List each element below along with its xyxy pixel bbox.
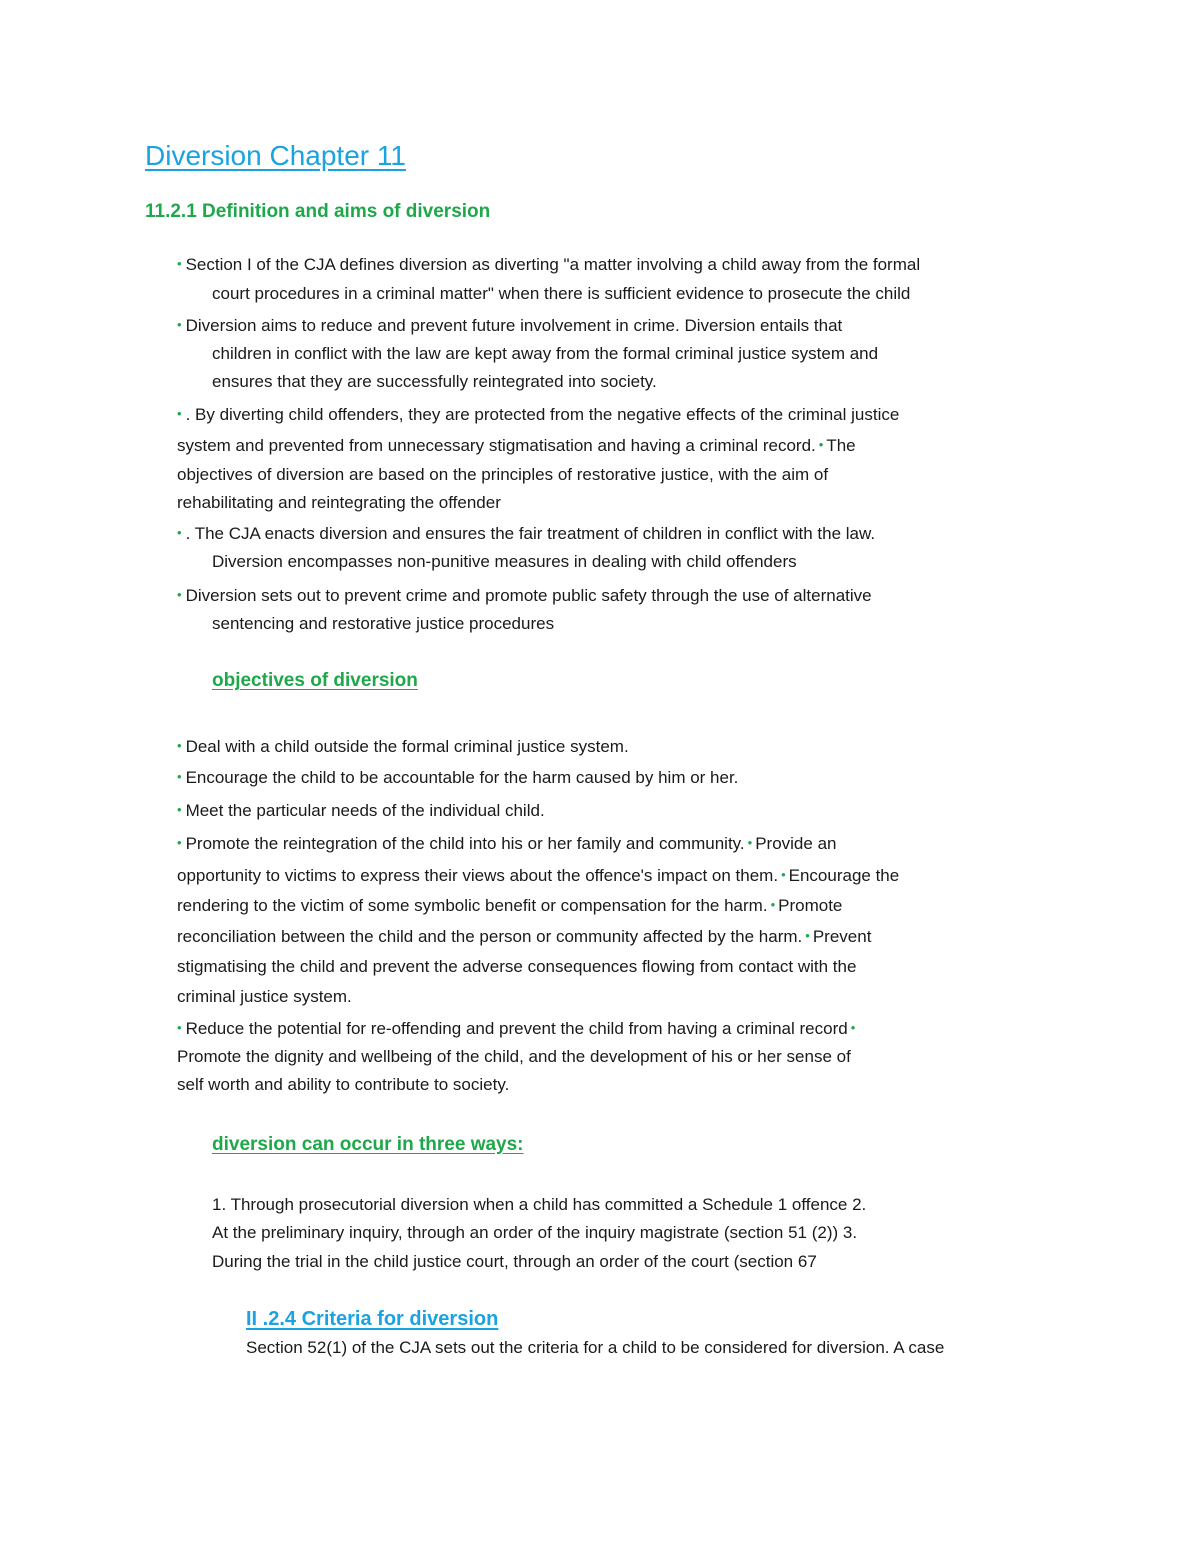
- obj-bullet-2: • Encourage the child to be accountable for the harm caused by him or her.: [177, 768, 739, 787]
- obj-line: rendering to the victim of some symbolic benefit or compensation for the harm. • Promote: [177, 896, 843, 915]
- bullet-icon: •: [805, 928, 810, 943]
- obj-line: Promote the dignity and wellbeing of the child, and the development of his or her sense of: [177, 1047, 851, 1066]
- obj-bullet-1: • Deal with a child outside the formal criminal justice system.: [177, 737, 629, 756]
- obj-line: stigmatising the child and prevent the adverse consequences flowing from contact with the: [177, 957, 857, 976]
- bullet-icon: •: [177, 587, 182, 602]
- objectives-heading: objectives of diversion: [212, 670, 418, 691]
- def-line: objectives of diversion are based on the principles of restorative justice, with the aim of: [177, 465, 829, 484]
- section-heading-definition: 11.2.1 Definition and aims of diversion: [145, 201, 491, 222]
- bullet-icon: •: [177, 802, 182, 817]
- obj-line: opportunity to victims to express their views about the offence's impact on them. • Encourage the: [177, 866, 900, 885]
- obj-line: criminal justice system.: [177, 987, 352, 1006]
- def-line: rehabilitating and reintegrating the offender: [177, 493, 501, 512]
- ways-line: 1. Through prosecutorial diversion when a child has committed a Schedule 1 offence 2.: [212, 1195, 867, 1214]
- bullet-icon: •: [747, 835, 753, 850]
- obj-line: self worth and ability to contribute to society.: [177, 1075, 510, 1094]
- def-line: children in conflict with the law are kept away from the formal criminal justice system and: [212, 344, 879, 363]
- bullet-icon: •: [177, 738, 182, 753]
- bullet-icon: •: [177, 317, 182, 332]
- bullet-icon: •: [177, 835, 182, 850]
- def-line: sentencing and restorative justice procedures: [212, 614, 555, 633]
- def-bullet-2: • Diversion aims to reduce and prevent future involvement in crime. Diversion entails that: [177, 316, 843, 335]
- def-bullet-1: • Section I of the CJA defines diversion as diverting "a matter involving a child away from the formal: [177, 255, 921, 274]
- ways-line: At the preliminary inquiry, through an order of the inquiry magistrate (section 51 (2)) 3.: [212, 1223, 858, 1242]
- criteria-heading: II .2.4 Criteria for diversion: [246, 1308, 499, 1330]
- bullet-icon: •: [177, 769, 182, 784]
- def-line: ensures that they are successfully reintegrated into society.: [212, 372, 657, 391]
- bullet-icon: •: [850, 1020, 856, 1035]
- def-line: Diversion encompasses non-punitive measures in dealing with child offenders: [212, 552, 797, 571]
- bullet-icon: •: [770, 897, 776, 912]
- obj-bullet-5: • Reduce the potential for re-offending and prevent the child from having a criminal record •: [177, 1019, 856, 1038]
- ways-line: During the trial in the child justice court, through an order of the court (section 67: [212, 1252, 817, 1271]
- criteria-line: Section 52(1) of the CJA sets out the criteria for a child to be considered for diversion. A case: [246, 1338, 945, 1357]
- obj-bullet-4: • Promote the reintegration of the child into his or her family and community. • Provide an: [177, 834, 837, 853]
- obj-line: reconciliation between the child and the person or community affected by the harm. • Prevent: [177, 927, 872, 946]
- def-bullet-5: • Diversion sets out to prevent crime and promote public safety through the use of alternative: [177, 586, 872, 605]
- bullet-icon: •: [781, 867, 786, 882]
- def-bullet-4: • . The CJA enacts diversion and ensures the fair treatment of children in conflict with the law.: [177, 524, 876, 543]
- def-bullet-3: • . By diverting child offenders, they are protected from the negative effects of the criminal justice: [177, 405, 900, 424]
- bullet-icon: •: [818, 437, 824, 452]
- bullet-icon: •: [177, 256, 182, 271]
- page-title: Diversion Chapter 11: [145, 140, 406, 171]
- bullet-icon: •: [177, 406, 182, 421]
- bullet-icon: •: [177, 1020, 182, 1035]
- three-ways-heading: diversion can occur in three ways:: [212, 1134, 524, 1155]
- def-line: system and prevented from unnecessary stigmatisation and having a criminal record. • The: [177, 436, 856, 455]
- obj-bullet-3: • Meet the particular needs of the individual child.: [177, 801, 545, 820]
- def-line: court procedures in a criminal matter" when there is sufficient evidence to prosecute the child: [212, 284, 911, 303]
- bullet-icon: •: [177, 525, 182, 540]
